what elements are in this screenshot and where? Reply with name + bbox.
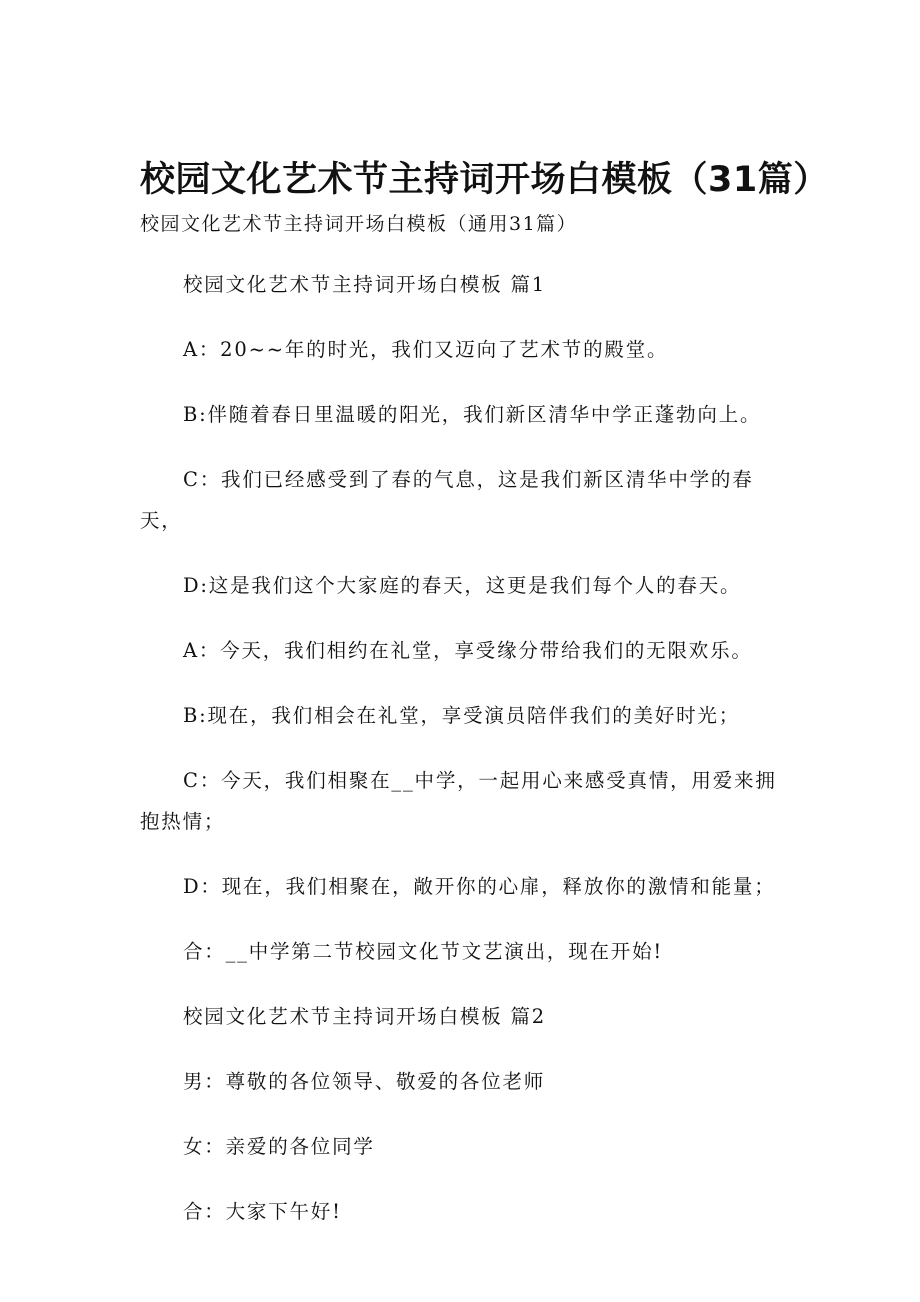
paragraph: D:这是我们这个大家庭的春天，这更是我们每个人的春天。 xyxy=(183,574,742,597)
document-body xyxy=(140,264,785,1256)
paragraph: 男：尊敬的各位领导、敬爱的各位老师 xyxy=(183,1070,546,1093)
paragraph: A：今天，我们相约在礼堂，享受缘分带给我们的无限欢乐。 xyxy=(183,639,753,662)
paragraph: D：现在，我们相聚在，敞开你的心扉，释放你的激情和能量； xyxy=(183,875,776,898)
paragraph: 女：亲爱的各位同学 xyxy=(183,1135,375,1158)
paragraph: C：我们已经感受到了春的气息，这是我们新区清华中学的春天， xyxy=(140,468,754,532)
document-subtitle: 校园文化艺术节主持词开场白模板（通用31篇） xyxy=(140,213,578,235)
paragraph: 合：大家下午好! xyxy=(183,1200,342,1223)
section-heading: 校园文化艺术节主持词开场白模板 篇2 xyxy=(183,1005,547,1028)
paragraph: B:现在，我们相会在礼堂，享受演员陪伴我们的美好时光； xyxy=(183,704,740,727)
paragraph: B:伴随着春日里温暖的阳光，我们新区清华中学正蓬勃向上。 xyxy=(183,403,762,426)
paragraph: 合：__中学第二节校园文化节文艺演出，现在开始! xyxy=(183,940,664,963)
document-title: 校园文化艺术节主持词开场白模板（31篇） xyxy=(140,160,829,200)
paragraph: C：今天，我们相聚在__中学，一起用心来感受真情，用爱来拥抱热情； xyxy=(140,769,777,833)
paragraph: A：20~~年的时光，我们又迈向了艺术节的殿堂。 xyxy=(183,338,669,361)
section-heading: 校园文化艺术节主持词开场白模板 篇1 xyxy=(183,273,547,296)
